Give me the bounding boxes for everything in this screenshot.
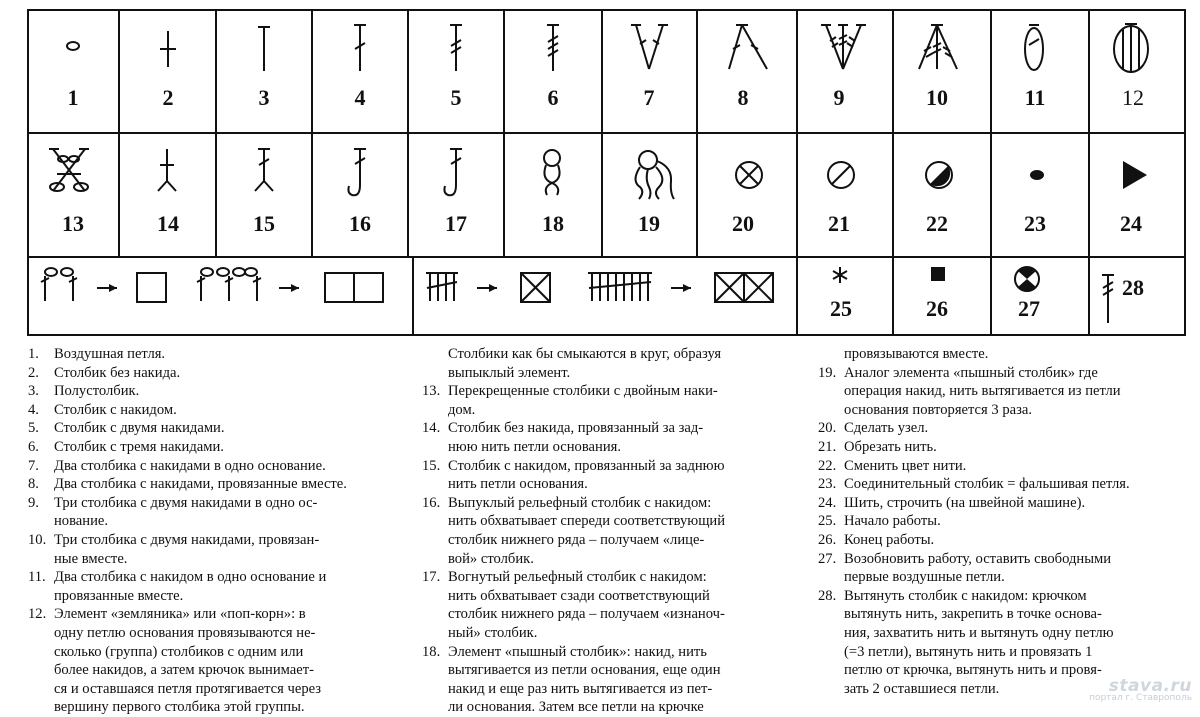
legend-item — [28, 419, 418, 438]
legend-item-continuation: вой» столбик. — [448, 550, 534, 567]
legend-item-number: 4. — [28, 401, 39, 418]
legend-item-number: 19. — [818, 364, 837, 381]
symbol-chart — [27, 9, 1186, 336]
legend-item-continuation: ный» столбик. — [448, 624, 538, 641]
legend-item-continuation: столбик нижнего ряда – получаем «изнаноч- — [448, 606, 725, 623]
legend-item-number: 13. — [422, 383, 441, 400]
legend-item-continuation: вытянуть нить, закрепить в точке основа- — [844, 606, 1102, 623]
legend-item-text: Возобновить работу, оставить свободными — [844, 550, 1112, 567]
symbol-number: 11 — [1024, 85, 1046, 110]
legend-item-continuation: ся и оставшаяся петля протягивается через — [54, 680, 322, 697]
symbol-number: 20 — [732, 211, 754, 236]
symbol-number: 24 — [1120, 211, 1142, 236]
legend-item-continuation: провязанные вместе. — [54, 587, 184, 604]
legend-item-continuation: ния, захватить нить и вытянуть одну петлю — [844, 624, 1114, 641]
legend-item-continuation: первые воздушные петли. — [844, 569, 1005, 586]
legend-item-continuation: нование. — [54, 513, 109, 530]
legend-item — [28, 531, 418, 568]
legend-item-number: 15. — [422, 457, 441, 474]
legend-item-text: Два столбика с накидом в одно основание и — [54, 569, 327, 586]
legend-item-text: Элемент «пышный столбик»: накид, нить — [448, 643, 707, 660]
legend-item-continuation: зать 2 оставшиеся петли. — [844, 680, 1000, 697]
symbol-number: 5 — [450, 85, 462, 110]
legend-item — [818, 345, 1188, 364]
legend-item — [422, 382, 812, 419]
legend-item-number: 16. — [422, 494, 441, 511]
legend-item — [818, 419, 1188, 438]
legend-item-number: 12. — [28, 606, 47, 623]
legend-item — [28, 568, 418, 605]
symbol-number: 1 — [67, 85, 79, 110]
legend-item-continuation: петлю от крючка, вытянуть нить и провя- — [844, 662, 1102, 679]
symbol-number: 4 — [354, 85, 366, 110]
legend-item — [818, 512, 1188, 531]
legend-item-number: 11. — [28, 569, 46, 586]
symbol-number: 27 — [1018, 296, 1040, 321]
legend-item-text: Сделать узел. — [844, 420, 929, 437]
legend-column-3 — [818, 345, 1188, 698]
legend-item-text: Столбик с тремя накидами. — [54, 438, 224, 455]
legend-item-text: Обрезать нить. — [844, 438, 937, 455]
legend-item-number: 22. — [818, 457, 837, 474]
legend-item-continuation: ли основания. Затем все петли на крючке — [448, 699, 704, 716]
legend-item-number: 1. — [28, 346, 39, 362]
legend-item-number: 6. — [28, 438, 39, 455]
legend-item-text: Столбик без накида, провязанный за зад- — [448, 420, 704, 437]
symbol-number: 26 — [926, 296, 948, 321]
legend-item — [28, 401, 418, 420]
legend-item — [28, 457, 418, 476]
legend-item — [422, 494, 812, 568]
legend-item-text: Три столбика с двумя накидами, провязан- — [54, 531, 320, 548]
legend-item-number: 10. — [28, 531, 47, 548]
symbol-number: 8 — [737, 85, 749, 110]
legend-item-number: 8. — [28, 476, 39, 493]
symbol-number: 15 — [253, 211, 275, 236]
legend-item-number: 18. — [422, 643, 441, 660]
legend-item — [422, 419, 812, 456]
symbol-number: 21 — [828, 211, 850, 236]
legend-item-text: Перекрещенные столбики с двойным наки- — [448, 383, 718, 400]
legend-item-number: 5. — [28, 420, 39, 437]
legend-item-number: 25. — [818, 513, 837, 530]
legend-item — [28, 364, 418, 383]
legend-item-continuation: нить обхватывает спереди соответствующий — [448, 513, 726, 530]
legend-item-text: Вогнутый рельефный столбик с накидом: — [448, 569, 707, 586]
legend-item-continuation: сколько (группа) столбиков с одним или — [54, 643, 304, 660]
legend-item — [28, 345, 418, 364]
legend-item-text: Столбики как бы смыкаются в круг, образуя — [448, 346, 722, 362]
symbol-number: 19 — [638, 211, 660, 236]
legend-item-continuation: нюю нить петли основания. — [448, 438, 622, 455]
symbol-number: 9 — [833, 85, 845, 110]
legend-item-text: Сменить цвет нити. — [844, 457, 967, 474]
symbol-number: 22 — [926, 211, 948, 236]
legend-item-continuation: более накидов, а затем крючок вынимает- — [54, 662, 314, 679]
watermark-site: stava.ru — [1108, 676, 1192, 696]
legend-item-continuation: ные вместе. — [54, 550, 128, 567]
legend-item — [818, 475, 1188, 494]
legend-item-number: 24. — [818, 494, 837, 511]
legend-item — [28, 605, 418, 717]
watermark-caption: портал г. Ставрополь — [1089, 693, 1192, 703]
legend-item-continuation: вершину первого столбика этой группы. — [54, 699, 305, 716]
legend-item-text: провязываются вместе. — [844, 346, 989, 362]
legend-item-number: 9. — [28, 494, 39, 511]
legend-item-number: 23. — [818, 476, 837, 493]
legend-item-number: 28. — [818, 587, 837, 604]
legend-item-number: 21. — [818, 438, 837, 455]
legend-item-text: Вытянуть столбик с накидом: крючком — [844, 587, 1087, 604]
legend-item — [818, 438, 1188, 457]
symbol-number: 23 — [1024, 211, 1046, 236]
legend-item-number: 20. — [818, 420, 837, 437]
legend-item — [28, 382, 418, 401]
legend-item-number: 26. — [818, 531, 837, 548]
symbol-number: 2 — [162, 85, 174, 110]
legend-item — [422, 345, 812, 382]
legend-item-text: Столбик с накидом, провязанный за заднюю — [448, 457, 725, 474]
legend-item-continuation: столбик нижнего ряда – получаем «лице- — [448, 531, 705, 548]
legend-item-continuation: одну петлю основания провязываются не- — [54, 624, 316, 641]
symbol-number: 16 — [349, 211, 371, 236]
legend-item-text: Аналог элемента «пышный столбик» где — [844, 364, 1098, 381]
symbol-number: 7 — [643, 85, 655, 110]
legend-item — [818, 550, 1188, 587]
legend-item-number: 2. — [28, 364, 39, 381]
legend-item — [818, 494, 1188, 513]
symbol-number: 28 — [1122, 275, 1144, 300]
legend-item-text: Три столбика с двумя накидами в одно ос- — [54, 494, 318, 511]
legend-item-text: Элемент «земляника» или «поп-корн»: в — [54, 606, 306, 623]
legend-item-continuation: основания повторяется 3 раза. — [844, 401, 1033, 418]
symbol-number: 12 — [1122, 85, 1144, 110]
legend-item-continuation: дом. — [448, 401, 476, 418]
legend-item-continuation: накид и еще раз нить вытягивается из пет- — [448, 680, 713, 697]
legend-item-continuation: операция накид, нить вытягивается из петли — [844, 383, 1121, 400]
symbol-number: 6 — [547, 85, 559, 110]
symbol-number: 25 — [830, 296, 852, 321]
legend-item-continuation: выпыклый элемент. — [448, 364, 571, 381]
legend-item-text: Полустолбик. — [54, 383, 140, 400]
legend-item-continuation: (=3 петли), вытянуть нить и провязать 1 — [844, 643, 1093, 660]
legend-item-continuation: нить обхватывает сзади соответствующий — [448, 587, 710, 604]
legend-item-continuation: вытягивается из петли основания, еще один — [448, 662, 721, 679]
legend-column-1 — [28, 345, 418, 717]
symbol-number: 3 — [258, 85, 270, 110]
symbol-number: 18 — [542, 211, 564, 236]
legend-item-continuation: нить петли основания. — [448, 476, 588, 493]
symbol-number: 17 — [445, 211, 467, 236]
legend-column-2 — [422, 345, 812, 717]
legend-item — [422, 568, 812, 642]
legend-item-text: Выпуклый рельефный столбик с накидом: — [448, 494, 712, 511]
legend-item-text: Конец работы. — [844, 531, 935, 548]
legend-item-number: 14. — [422, 420, 441, 437]
symbol-number: 14 — [157, 211, 179, 236]
legend-item-text: Столбик с двумя накидами. — [54, 420, 225, 437]
legend-item-number: 3. — [28, 383, 39, 400]
legend-item-text: Столбик без накида. — [54, 364, 181, 381]
legend-item — [28, 438, 418, 457]
legend-item-text: Два столбика с накидами, провязанные вместе. — [54, 476, 347, 493]
legend-item — [818, 531, 1188, 550]
legend-item-number: 27. — [818, 550, 837, 567]
legend-item-text: Шить, строчить (на швейной машине). — [844, 494, 1086, 511]
chart-grid — [27, 9, 1186, 336]
symbol-number: 10 — [926, 85, 948, 110]
legend-item-text: Соединительный столбик = фальшивая петля. — [844, 476, 1130, 493]
legend-item-text: Воздушная петля. — [54, 346, 166, 362]
legend-item — [422, 643, 812, 717]
legend-item-number: 17. — [422, 569, 441, 586]
legend-item — [422, 457, 812, 494]
legend-item — [28, 494, 418, 531]
legend-item-text: Начало работы. — [844, 513, 941, 530]
legend-item-text: Столбик с накидом. — [54, 401, 177, 418]
site-watermark — [1089, 676, 1192, 703]
legend-item — [818, 364, 1188, 420]
legend-item — [818, 457, 1188, 476]
legend-item — [28, 475, 418, 494]
legend-item-text: Два столбика с накидами в одно основание. — [54, 457, 326, 474]
symbol-number: 13 — [62, 211, 84, 236]
legend-item-number: 7. — [28, 457, 39, 474]
